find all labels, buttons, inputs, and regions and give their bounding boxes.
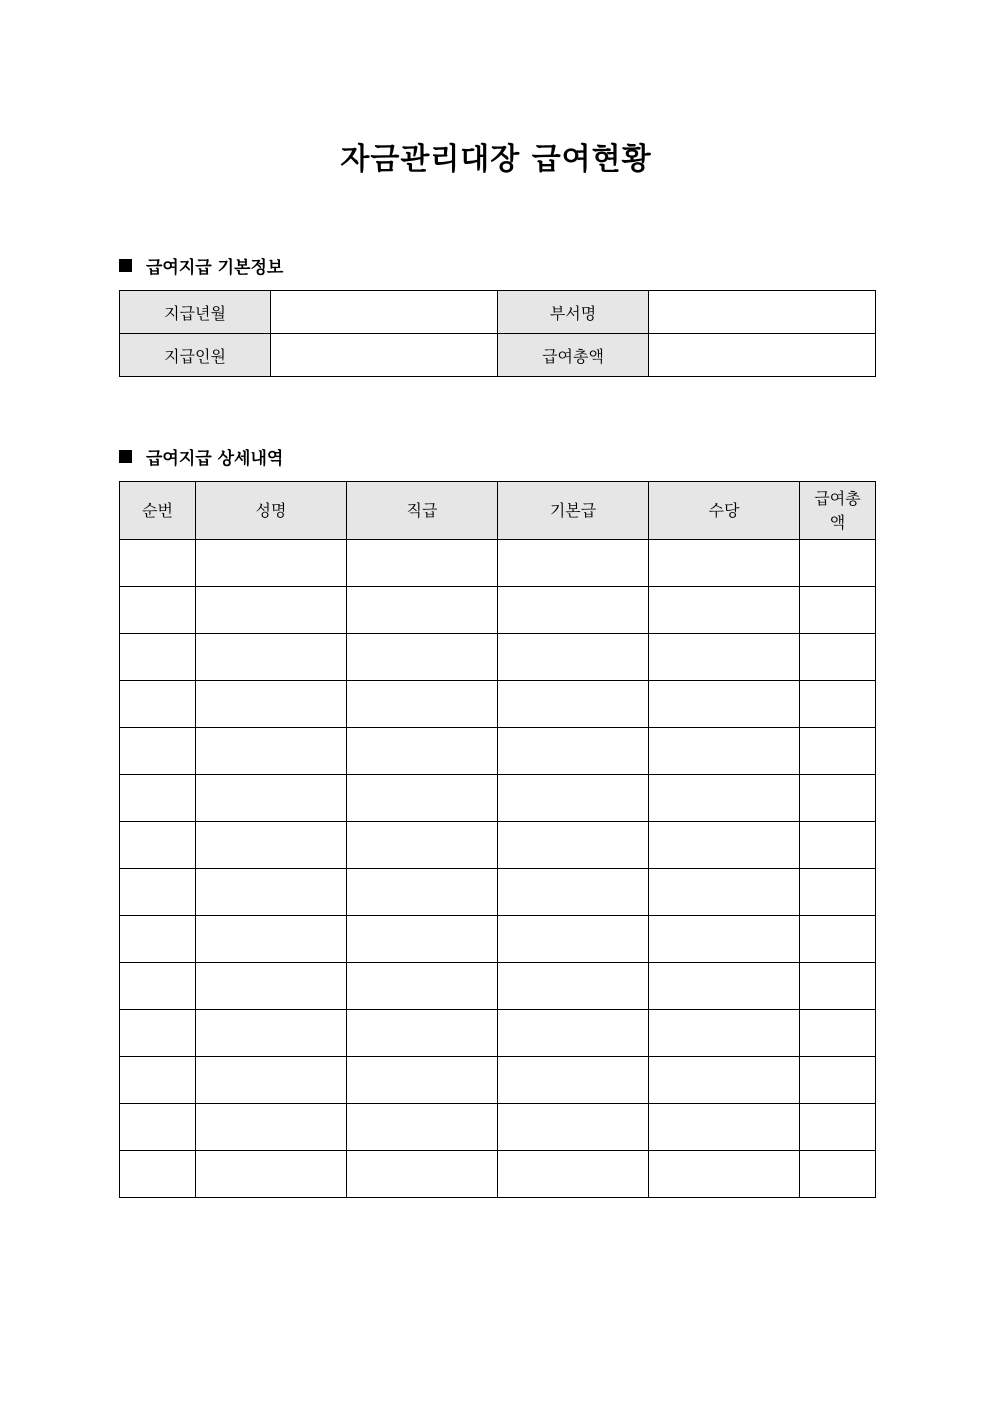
- table-row: [120, 681, 876, 728]
- allowance-cell[interactable]: [649, 963, 800, 1010]
- table-row: [120, 334, 876, 377]
- total-pay-cell[interactable]: [800, 728, 876, 775]
- table-row: [120, 291, 876, 334]
- table-row: [120, 634, 876, 681]
- base-pay-cell[interactable]: [498, 775, 649, 822]
- position-cell[interactable]: [347, 728, 498, 775]
- allowance-cell[interactable]: [649, 1151, 800, 1198]
- base-pay-cell[interactable]: [498, 1151, 649, 1198]
- position-cell[interactable]: [347, 916, 498, 963]
- number-cell[interactable]: [120, 775, 196, 822]
- allowance-cell[interactable]: [649, 540, 800, 587]
- name-cell[interactable]: [196, 540, 347, 587]
- total-pay-cell[interactable]: [800, 1151, 876, 1198]
- position-cell[interactable]: [347, 869, 498, 916]
- page-title: 자금관리대장 급여현황: [340, 142, 652, 177]
- table-row: [120, 916, 876, 963]
- number-cell[interactable]: [120, 822, 196, 869]
- number-cell[interactable]: [120, 634, 196, 681]
- column-header-base-pay: 기본급: [498, 482, 649, 540]
- name-cell[interactable]: [196, 1151, 347, 1198]
- allowance-cell[interactable]: [649, 681, 800, 728]
- column-header-number: 순번: [120, 482, 196, 540]
- allowance-cell[interactable]: [649, 1104, 800, 1151]
- allowance-cell[interactable]: [649, 1057, 800, 1104]
- name-cell[interactable]: [196, 634, 347, 681]
- base-pay-cell[interactable]: [498, 540, 649, 587]
- table-row: [120, 1151, 876, 1198]
- position-cell[interactable]: [347, 775, 498, 822]
- total-pay-field[interactable]: [649, 334, 876, 377]
- total-pay-cell[interactable]: [800, 775, 876, 822]
- number-cell[interactable]: [120, 587, 196, 634]
- total-pay-cell[interactable]: [800, 540, 876, 587]
- headcount-field[interactable]: [271, 334, 498, 377]
- number-cell[interactable]: [120, 916, 196, 963]
- name-cell[interactable]: [196, 681, 347, 728]
- name-cell[interactable]: [196, 822, 347, 869]
- total-pay-cell[interactable]: [800, 916, 876, 963]
- department-label: 부서명: [498, 291, 649, 334]
- base-pay-cell[interactable]: [498, 681, 649, 728]
- number-cell[interactable]: [120, 869, 196, 916]
- position-cell[interactable]: [347, 963, 498, 1010]
- headcount-label: 지급인원: [120, 334, 271, 377]
- position-cell[interactable]: [347, 540, 498, 587]
- allowance-cell[interactable]: [649, 822, 800, 869]
- total-pay-cell[interactable]: [800, 634, 876, 681]
- allowance-cell[interactable]: [649, 916, 800, 963]
- pay-month-field[interactable]: [271, 291, 498, 334]
- table-row: [120, 1057, 876, 1104]
- section-heading-detail: [119, 444, 283, 469]
- total-pay-cell[interactable]: [800, 681, 876, 728]
- table-row: [120, 1010, 876, 1057]
- total-pay-label: 급여총액: [498, 334, 649, 377]
- base-pay-cell[interactable]: [498, 963, 649, 1010]
- table-row: [120, 587, 876, 634]
- basic-info-table: [119, 290, 876, 377]
- position-cell[interactable]: [347, 1010, 498, 1057]
- allowance-cell[interactable]: [649, 728, 800, 775]
- position-cell[interactable]: [347, 1151, 498, 1198]
- section-heading-label: 급여지급 기본정보: [146, 258, 284, 278]
- table-row: [120, 728, 876, 775]
- table-header-row: [120, 482, 876, 540]
- total-pay-cell[interactable]: [800, 822, 876, 869]
- position-cell[interactable]: [347, 822, 498, 869]
- name-cell[interactable]: [196, 587, 347, 634]
- column-header-allowance: 수당: [649, 482, 800, 540]
- total-pay-cell[interactable]: [800, 1010, 876, 1057]
- allowance-cell[interactable]: [649, 869, 800, 916]
- table-row: [120, 1104, 876, 1151]
- base-pay-cell[interactable]: [498, 822, 649, 869]
- table-row: [120, 869, 876, 916]
- pay-month-label: 지급년월: [120, 291, 271, 334]
- allowance-cell[interactable]: [649, 775, 800, 822]
- base-pay-cell[interactable]: [498, 587, 649, 634]
- name-cell[interactable]: [196, 1010, 347, 1057]
- name-cell[interactable]: [196, 1057, 347, 1104]
- number-cell[interactable]: [120, 681, 196, 728]
- base-pay-cell[interactable]: [498, 869, 649, 916]
- table-row: [120, 540, 876, 587]
- allowance-cell[interactable]: [649, 634, 800, 681]
- column-header-position: 직급: [347, 482, 498, 540]
- table-row: [120, 963, 876, 1010]
- square-bullet-icon: [119, 259, 132, 272]
- table-row: [120, 775, 876, 822]
- name-cell[interactable]: [196, 869, 347, 916]
- total-pay-cell[interactable]: [800, 963, 876, 1010]
- number-cell[interactable]: [120, 540, 196, 587]
- number-cell[interactable]: [120, 1104, 196, 1151]
- base-pay-cell[interactable]: [498, 916, 649, 963]
- total-pay-cell[interactable]: [800, 587, 876, 634]
- detail-table: [119, 481, 876, 1198]
- name-cell[interactable]: [196, 963, 347, 1010]
- base-pay-cell[interactable]: [498, 1010, 649, 1057]
- total-pay-cell[interactable]: [800, 1104, 876, 1151]
- position-cell[interactable]: [347, 587, 498, 634]
- base-pay-cell[interactable]: [498, 728, 649, 775]
- number-cell[interactable]: [120, 728, 196, 775]
- position-cell[interactable]: [347, 1057, 498, 1104]
- column-header-total-pay: 급여총액: [800, 482, 876, 540]
- name-cell[interactable]: [196, 1104, 347, 1151]
- base-pay-cell[interactable]: [498, 1057, 649, 1104]
- number-cell[interactable]: [120, 963, 196, 1010]
- column-header-name: 성명: [196, 482, 347, 540]
- total-pay-cell[interactable]: [800, 869, 876, 916]
- section-heading-basic-info: [119, 253, 283, 278]
- section-heading-label: 급여지급 상세내역: [146, 449, 284, 469]
- department-field[interactable]: [649, 291, 876, 334]
- position-cell[interactable]: [347, 634, 498, 681]
- square-bullet-icon: [119, 450, 132, 463]
- position-cell[interactable]: [347, 681, 498, 728]
- name-cell[interactable]: [196, 728, 347, 775]
- number-cell[interactable]: [120, 1010, 196, 1057]
- name-cell[interactable]: [196, 916, 347, 963]
- allowance-cell[interactable]: [649, 1010, 800, 1057]
- position-cell[interactable]: [347, 1104, 498, 1151]
- base-pay-cell[interactable]: [498, 634, 649, 681]
- allowance-cell[interactable]: [649, 587, 800, 634]
- detail-table-body: [120, 540, 876, 1198]
- total-pay-cell[interactable]: [800, 1057, 876, 1104]
- number-cell[interactable]: [120, 1151, 196, 1198]
- name-cell[interactable]: [196, 775, 347, 822]
- base-pay-cell[interactable]: [498, 1104, 649, 1151]
- number-cell[interactable]: [120, 1057, 196, 1104]
- table-row: [120, 822, 876, 869]
